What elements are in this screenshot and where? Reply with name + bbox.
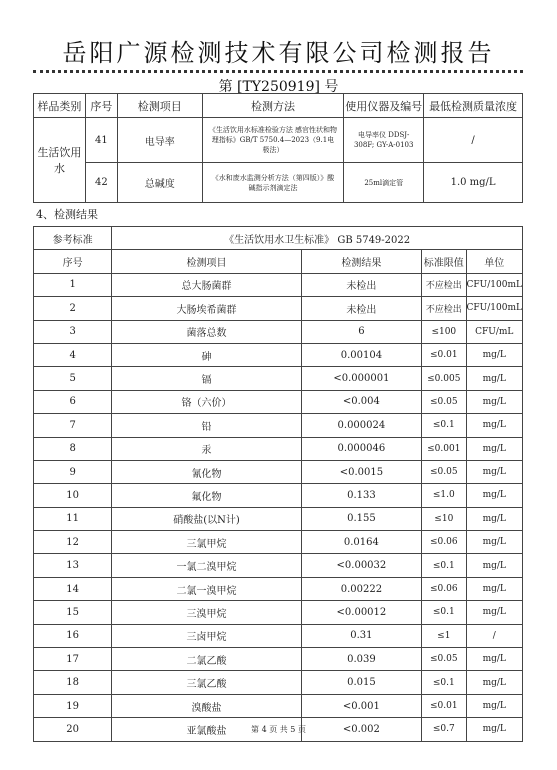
unit: mg/L bbox=[466, 694, 522, 717]
table-row bbox=[34, 437, 523, 460]
unit: mg/L bbox=[466, 367, 522, 390]
header-cell: 序号 bbox=[34, 250, 112, 273]
standard-limit: ≤0.05 bbox=[422, 460, 466, 483]
method-table bbox=[33, 93, 523, 203]
test-item: 二氯乙酸 bbox=[112, 648, 301, 671]
unit: mg/L bbox=[466, 437, 522, 460]
test-result: 0.31 bbox=[301, 624, 421, 647]
standard-limit: 不应检出 bbox=[422, 273, 466, 296]
method-table-header bbox=[34, 94, 523, 118]
min-concentration: 1.0 mg/L bbox=[424, 163, 523, 203]
header-cell: 检测方法 bbox=[202, 94, 344, 118]
test-item: 一氯二溴甲烷 bbox=[112, 554, 301, 577]
row-number: 17 bbox=[34, 648, 112, 671]
unit: mg/L bbox=[466, 414, 522, 437]
test-item: 汞 bbox=[112, 437, 301, 460]
test-item: 镉 bbox=[112, 367, 301, 390]
unit: mg/L bbox=[466, 460, 522, 483]
table-row bbox=[34, 624, 523, 647]
row-number: 1 bbox=[34, 273, 112, 296]
test-result: 0.00222 bbox=[301, 577, 421, 600]
reference-standard: 《生活饮用水卫生标准》 GB 5749-2022 bbox=[112, 227, 523, 250]
row-number: 42 bbox=[85, 163, 117, 203]
row-number: 5 bbox=[34, 367, 112, 390]
test-item: 三氯甲烷 bbox=[112, 531, 301, 554]
row-number: 9 bbox=[34, 460, 112, 483]
table-row bbox=[34, 484, 523, 507]
test-item: 三卤甲烷 bbox=[112, 624, 301, 647]
reference-row bbox=[34, 227, 523, 250]
test-item: 大肠埃希菌群 bbox=[112, 297, 301, 320]
unit: mg/L bbox=[466, 484, 522, 507]
report-title: 岳阳广源检测技术有限公司检测报告 bbox=[62, 39, 495, 67]
unit: mg/L bbox=[466, 718, 522, 741]
header-cell: 样品类别 bbox=[34, 94, 86, 118]
standard-limit: ≤0.1 bbox=[422, 414, 466, 437]
test-item: 砷 bbox=[112, 343, 301, 366]
row-number: 6 bbox=[34, 390, 112, 413]
table-row bbox=[34, 273, 523, 296]
test-result: 6 bbox=[301, 320, 421, 343]
header-cell: 序号 bbox=[85, 94, 117, 118]
table-row bbox=[34, 531, 523, 554]
page-footer: 第 4 页 共 5 页 bbox=[251, 725, 306, 734]
test-result: <0.002 bbox=[301, 718, 421, 741]
unit: mg/L bbox=[466, 507, 522, 530]
unit: CFU/100mL bbox=[466, 273, 522, 296]
table-row bbox=[34, 554, 523, 577]
test-item: 三溴甲烷 bbox=[112, 601, 301, 624]
row-number: 14 bbox=[34, 577, 112, 600]
test-item: 硝酸盐(以N计) bbox=[112, 507, 301, 530]
standard-limit: ≤1 bbox=[422, 624, 466, 647]
row-number: 10 bbox=[34, 484, 112, 507]
unit: mg/L bbox=[466, 648, 522, 671]
table-row bbox=[34, 671, 523, 694]
unit: mg/L bbox=[466, 671, 522, 694]
header-cell: 检测项目 bbox=[117, 94, 202, 118]
sample-category: 生活饮用水 bbox=[34, 118, 86, 203]
row-number: 16 bbox=[34, 624, 112, 647]
standard-limit: ≤0.05 bbox=[422, 390, 466, 413]
standard-limit: ≤0.1 bbox=[422, 601, 466, 624]
report-number: 第 [TY250919] 号 bbox=[218, 79, 339, 95]
unit: mg/L bbox=[466, 577, 522, 600]
min-concentration: / bbox=[424, 118, 523, 163]
test-item: 铅 bbox=[112, 414, 301, 437]
test-result: <0.00012 bbox=[301, 601, 421, 624]
row-number: 8 bbox=[34, 437, 112, 460]
table-row bbox=[34, 694, 523, 717]
test-item: 总大肠菌群 bbox=[112, 273, 301, 296]
standard-limit: ≤1.0 bbox=[422, 484, 466, 507]
standard-limit: 不应检出 bbox=[422, 297, 466, 320]
test-result: 0.00104 bbox=[301, 343, 421, 366]
header-cell: 检测项目 bbox=[112, 250, 301, 273]
row-number: 20 bbox=[34, 718, 112, 741]
row-number: 2 bbox=[34, 297, 112, 320]
unit: CFU/mL bbox=[466, 320, 522, 343]
results-header bbox=[34, 250, 523, 273]
standard-limit: ≤0.06 bbox=[422, 577, 466, 600]
test-result: <0.00032 bbox=[301, 554, 421, 577]
title-divider bbox=[33, 70, 523, 73]
table-row bbox=[34, 460, 523, 483]
header-cell: 单位 bbox=[466, 250, 522, 273]
test-result: 0.155 bbox=[301, 507, 421, 530]
test-result: <0.004 bbox=[301, 390, 421, 413]
unit: mg/L bbox=[466, 601, 522, 624]
row-number: 11 bbox=[34, 507, 112, 530]
table-row bbox=[34, 414, 523, 437]
standard-limit: ≤10 bbox=[422, 507, 466, 530]
standard-limit: ≤0.05 bbox=[422, 648, 466, 671]
table-row bbox=[34, 601, 523, 624]
test-result: 0.000046 bbox=[301, 437, 421, 460]
standard-limit: ≤0.06 bbox=[422, 531, 466, 554]
test-item: 溴酸盐 bbox=[112, 694, 301, 717]
table-row bbox=[34, 648, 523, 671]
table-row bbox=[34, 507, 523, 530]
table-row bbox=[34, 163, 523, 203]
header-cell: 标准限值 bbox=[422, 250, 466, 273]
row-number: 7 bbox=[34, 414, 112, 437]
standard-limit: ≤0.01 bbox=[422, 694, 466, 717]
unit: mg/L bbox=[466, 390, 522, 413]
table-row bbox=[34, 367, 523, 390]
test-result: 0.133 bbox=[301, 484, 421, 507]
test-result: 0.039 bbox=[301, 648, 421, 671]
test-result: 0.015 bbox=[301, 671, 421, 694]
test-result: <0.001 bbox=[301, 694, 421, 717]
test-item: 二氯一溴甲烷 bbox=[112, 577, 301, 600]
test-result: 未检出 bbox=[301, 297, 421, 320]
reference-label: 参考标准 bbox=[34, 227, 112, 250]
table-row bbox=[34, 118, 523, 163]
test-item: 氟化物 bbox=[112, 484, 301, 507]
header-cell: 使用仪器及编号 bbox=[344, 94, 424, 118]
table-row bbox=[34, 320, 523, 343]
row-number: 19 bbox=[34, 694, 112, 717]
test-result: 未检出 bbox=[301, 273, 421, 296]
test-result: <0.0015 bbox=[301, 460, 421, 483]
table-row bbox=[34, 343, 523, 366]
row-number: 41 bbox=[85, 118, 117, 163]
header-cell: 检测结果 bbox=[301, 250, 421, 273]
standard-limit: ≤0.005 bbox=[422, 367, 466, 390]
table-row bbox=[34, 297, 523, 320]
row-number: 18 bbox=[34, 671, 112, 694]
test-item: 电导率 bbox=[117, 118, 202, 163]
test-item: 总碱度 bbox=[117, 163, 202, 203]
unit: CFU/100mL bbox=[466, 297, 522, 320]
row-number: 12 bbox=[34, 531, 112, 554]
test-result: <0.000001 bbox=[301, 367, 421, 390]
row-number: 15 bbox=[34, 601, 112, 624]
section-title: 4、检测结果 bbox=[36, 208, 98, 221]
row-number: 4 bbox=[34, 343, 112, 366]
standard-limit: ≤0.7 bbox=[422, 718, 466, 741]
unit: mg/L bbox=[466, 531, 522, 554]
standard-limit: ≤0.1 bbox=[422, 554, 466, 577]
instrument: 25ml滴定管 bbox=[344, 163, 424, 203]
header-cell: 最低检测质量浓度 bbox=[424, 94, 523, 118]
test-item: 铬（六价） bbox=[112, 390, 301, 413]
test-item: 亚氯酸盐 bbox=[112, 718, 301, 741]
table-row bbox=[34, 577, 523, 600]
table-row bbox=[34, 390, 523, 413]
test-method: 《生活饮用水标准检验方法 感官性状和物理指标》GB/T 5750.4—2023（9.1电极法） bbox=[202, 118, 344, 163]
row-number: 3 bbox=[34, 320, 112, 343]
test-result: 0.000024 bbox=[301, 414, 421, 437]
test-method: 《水和废水监测分析方法（第四版）》酸碱指示剂滴定法 bbox=[202, 163, 344, 203]
test-item: 菌落总数 bbox=[112, 320, 301, 343]
instrument: 电导率仪 DDSJ-308F; GY-A-0103 bbox=[344, 118, 424, 163]
test-item: 氰化物 bbox=[112, 460, 301, 483]
results-table bbox=[33, 226, 523, 742]
standard-limit: ≤0.01 bbox=[422, 343, 466, 366]
unit: mg/L bbox=[466, 554, 522, 577]
standard-limit: ≤100 bbox=[422, 320, 466, 343]
test-result: 0.0164 bbox=[301, 531, 421, 554]
unit: mg/L bbox=[466, 343, 522, 366]
standard-limit: ≤0.001 bbox=[422, 437, 466, 460]
row-number: 13 bbox=[34, 554, 112, 577]
test-item: 三氯乙酸 bbox=[112, 671, 301, 694]
unit: / bbox=[466, 624, 522, 647]
standard-limit: ≤0.1 bbox=[422, 671, 466, 694]
